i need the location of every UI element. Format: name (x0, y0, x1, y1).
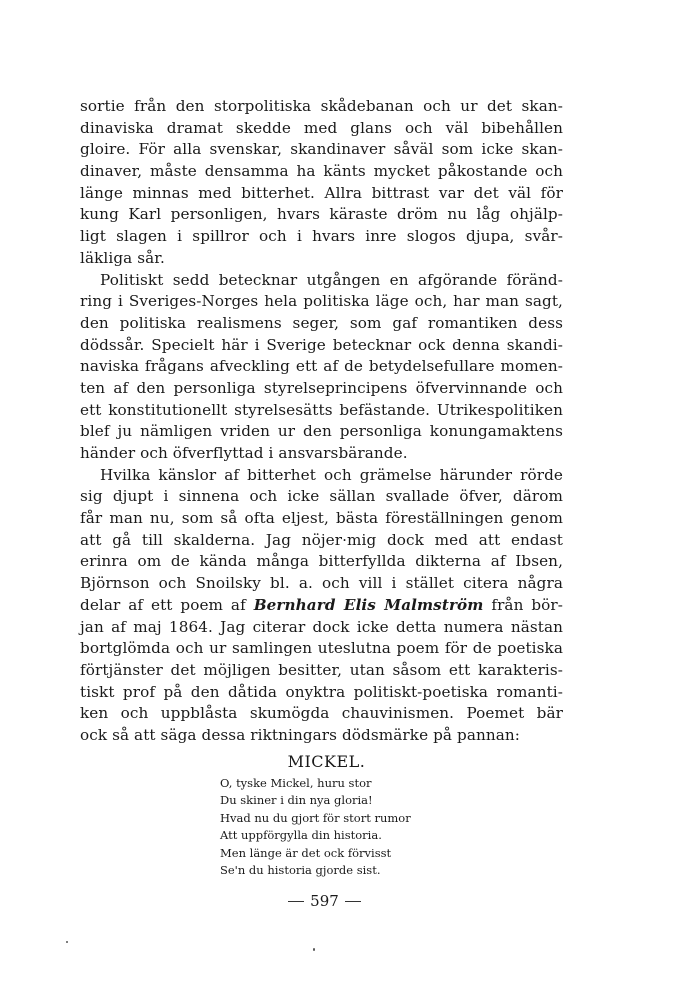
text-line-with-author (80, 595, 563, 617)
text-segment: från bör- (491, 595, 563, 614)
text-line: ring i Sveriges-Norges hela politiska läge och, har man sagt, (80, 292, 563, 311)
text-line: Björnson och Snoilsky bl. a. och vill i stället citera några (80, 574, 563, 593)
poem-line: O, tyske Mickel, huru stor (220, 775, 372, 790)
text-line: tiskt prof på den dåtida onyktra politiskt-poetiska romanti- (80, 682, 563, 701)
text-line: ock så att säga dessa riktningars dödsmärke på pannan: (80, 725, 520, 744)
text-line: förtjänster det möjligen besitter, utan såsom ett karakteris- (80, 660, 563, 679)
text-line: jan af maj 1864. Jag citerar dock icke detta numera nästan (80, 617, 563, 636)
text-line: naviska frågans afveckling ett af de betydelsefullare momen- (80, 357, 563, 376)
text-line: ken och uppblåsta skumögda chauvinismen. Poemet bär (80, 704, 563, 723)
paragraph-3 (80, 465, 563, 747)
text-line: sig djupt i sinnena och icke sällan svallade öfver, därom (80, 487, 563, 506)
text-line: att gå till skalderna. Jag nöjer·mig dock med att endast (80, 530, 563, 549)
text-line: länge minnas med bitterhet. Allra bittrast var det väl för (80, 183, 563, 202)
poem-line: Att uppförgylla din historia. (220, 828, 382, 843)
text-line: händer och öfverflyttad i ansvarsbärande. (80, 444, 408, 462)
poem-line: Se'n du historia gjorde sist. (220, 863, 381, 878)
text-line: ten af den personliga styrelseprincipens öfvervinnande och (80, 378, 563, 397)
text-line: blef ju nämligen vriden ur den personliga konungamaktens (80, 422, 563, 441)
text-line: erinra om de kända många bitterfyllda dikterna af Ibsen, (80, 552, 563, 571)
text-line: dödssår. Specielt här i Sverige betecknar ock denna skandi- (80, 335, 563, 354)
paragraph-1 (80, 96, 563, 270)
text-line: sortie från den storpolitiska skådebanan och ur det skan- (80, 97, 563, 115)
dash-left (288, 901, 304, 902)
text-line: får man nu, som så ofta eljest, bästa föreställningen genom (80, 509, 563, 528)
poem-line: Men länge är det ock förvisst (220, 845, 392, 860)
page-body (80, 96, 563, 910)
text-line: gloire. För alla svenskar, skandinaver såväl som icke skan- (80, 140, 563, 159)
scan-speck (66, 941, 68, 943)
text-line: ett konstitutionellt styrelsesätts befästande. Utrikespolitiken (80, 400, 563, 419)
text-line: ligt slagen i spillror och i hvars inre slogos djupa, svår- (80, 227, 563, 246)
poem-title: MICKEL. (287, 751, 366, 771)
scan-speck (313, 948, 315, 951)
dash-right (345, 901, 361, 902)
text-segment: delar af ett poem af (80, 595, 246, 614)
page-number-value: 597 (310, 891, 339, 910)
text-line: läkliga sår. (80, 248, 165, 267)
text-line: den politiska realismens seger, som gaf romantiken dess (80, 313, 563, 332)
text-line: kung Karl personligen, hvars käraste dröm nu låg ohjälp- (80, 205, 563, 224)
paragraph-2 (80, 270, 563, 465)
poem-body (220, 775, 563, 880)
author-name: Bernhard Elis Malmström (253, 595, 484, 614)
poem-line: Hvad nu du gjort för stort rumor (220, 810, 411, 825)
text-line: dinaviska dramat skedde med glans och väl bibehållen (80, 118, 563, 137)
poem-line: Du skiner i din nya gloria! (220, 793, 373, 808)
text-line: Politiskt sedd betecknar utgången en afgörande föränd- (100, 270, 563, 289)
text-line: Hvilka känslor af bitterhet och grämelse härunder rörde (100, 465, 563, 484)
page-number (80, 892, 563, 910)
text-line: dinaver, måste densamma ha känts mycket påkostande och (80, 162, 563, 181)
text-line: bortglömda och ur samlingen uteslutna poem för de poetiska (80, 639, 563, 658)
